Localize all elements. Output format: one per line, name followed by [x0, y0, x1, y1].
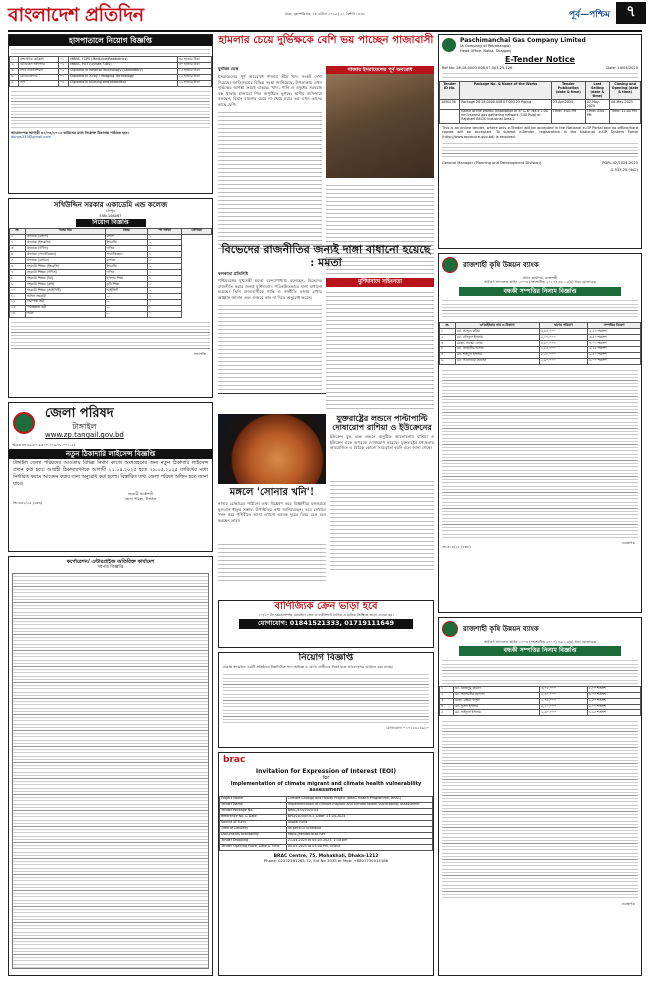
- hospital-table-row-cell: প্রশাসনিক কর্মকর্তা: [18, 57, 58, 63]
- bank2-table-row-cell: মো. আলমগীর হোসেন: [453, 692, 540, 698]
- college-table-row-cell: ১: [148, 246, 182, 252]
- bank2-table-row-cell: মোছা. রহিমা খাতুন: [453, 698, 540, 704]
- bank1-table-header: ঋণের পরিমাণ: [539, 323, 588, 329]
- college-table-row-cell: গণিত: [105, 270, 148, 276]
- hospital-table-row-cell: ২.: [10, 62, 19, 68]
- brac-table-row-cell: Reference No. & Date: [220, 814, 287, 820]
- bank-auction-ad-1: [438, 253, 642, 613]
- college-recruit-ad: [8, 198, 213, 398]
- gaza-dateline: [218, 66, 322, 72]
- gas-table-row-cell: 1090136: [440, 100, 460, 110]
- bank2-name: রাজশাহী কৃষি উন্নয়ন ব্যাংক: [463, 624, 539, 633]
- college-table-row-cell: ১: [10, 234, 26, 240]
- bank2-table-row-cell: মো. নুরুল ইসলাম: [453, 704, 540, 710]
- bank2-table-row-cell: ৩: [440, 698, 454, 704]
- company-recruit-title: নিয়োগ বিজ্ঞপ্তি: [298, 653, 354, 663]
- crane-body: ১০/২০ টন ক্ষমতাসম্পন্ন মোবাইল ক্রেন ও ফর্কলিফট দৈনিক ও মাসিক ভিত্তিতে ভাড়া দেওয়া হয়।: [258, 613, 394, 617]
- bank1-signer: ব্যবস্থাপক: [621, 540, 635, 545]
- college-table-row-cell: ১২: [10, 299, 26, 305]
- hospital-table-row-cell: নার্স: [18, 80, 58, 86]
- hospital-table-row: [10, 80, 212, 86]
- gas-gd: G-533-25 (4x2): [610, 167, 638, 172]
- gas-table-row: [440, 109, 641, 123]
- college-table-row-cell: প্রভাষক (বাংলা): [25, 234, 105, 240]
- london-news: [330, 414, 434, 599]
- brac-table-row-cell: Time of Delivery: [220, 826, 287, 832]
- college-table-row-cell: ১: [148, 288, 182, 294]
- bank2-table-row-cell: ১,৭৫,০০০: [540, 698, 587, 704]
- hospital-table-row-cell: ৩.: [10, 68, 19, 74]
- brac-title: Invitation for Expression of Interest (EOI): [255, 767, 397, 775]
- college-table-row-cell: ১: [148, 276, 182, 282]
- zila-signer: সহকারী প্রকৌশলী: [127, 492, 154, 497]
- bank1-table-row-cell: মো. আব্দুল করিম: [455, 329, 539, 335]
- gas-table-header: Closing and Opening (date & time): [610, 82, 641, 100]
- college-table-row-cell: —: [105, 311, 148, 317]
- gas-table-row-cell: 23-Apr-2025: [551, 100, 585, 110]
- college-table-row: [10, 311, 212, 317]
- crane-ad: [218, 600, 434, 648]
- brac-table-row-cell: Tender Dropping: [220, 838, 287, 844]
- college-table-row-cell: ১: [148, 311, 182, 317]
- brac-table-row-cell: As per EOI Schedule: [286, 826, 432, 832]
- gas-table-row-cell: Time: 12:00 PM: [610, 109, 641, 123]
- hospital-table-row-cell: Diploma in X-ray / Imaging Technology: [69, 74, 177, 80]
- bank2-table-row-cell: ৫.০০ শতাংশ: [587, 686, 640, 692]
- hospital-table-row-cell: ০১: [58, 57, 68, 63]
- mamata-headline: বিভেদের রাজনীতির জন্যই দাঙ্গা বাধানো হয়েছে : মমতা: [221, 243, 431, 269]
- college-table-row-cell: ১১: [10, 294, 26, 300]
- hospital-table-row-cell: ল্যাব টেকনিশিয়ান: [18, 68, 58, 74]
- gas-table-row-cell: Time: 3:00 PM: [551, 109, 585, 123]
- brac-table-row-cell: BPD/2025/EOI-1, Date: 21-04-2025: [286, 814, 432, 820]
- bank2-table-row-cell: ২.৫০ শতাংশ: [587, 698, 640, 704]
- gas-table-row-cell: Package 28.18.0000.008.07.003.25 Piping: [460, 100, 552, 110]
- bank1-table-row-cell: ৫,২০,০০০: [539, 352, 588, 358]
- brac-table-row-cell: Tender Name: [220, 802, 287, 808]
- bank1-table-row-cell: মো. শহিদুল ইসলাম: [455, 352, 539, 358]
- gas-title: E-Tender Notice: [505, 55, 575, 65]
- college-location: চাঁদপুর: [105, 209, 116, 214]
- college-table-row-cell: রসায়ন: [105, 258, 148, 264]
- bank1-table-row-cell: ৫.২০ শতাংশ: [588, 329, 641, 335]
- zila-body: টাঙ্গাইল জেলা পরিষদের আওতায় বিভিন্ন নির্মাণ কাজে অংশগ্রহণের জন্য নতুন ঠিকাদারি লাইসেন্স প্রদান করা হবে। আগ্রহী ঠিকাদারগণকে আগামী ২১.০৪.২০২৫ হতে ২৯.০৫.২০২৫ তারিখের মধ্যে নির্ধারিত ফরমে আবেদন করার জন্য অনুরোধ করা হলো। বিস্তারিত তথ্য জেলা পরিষদ অফিস হতে জানা যাবে।: [13, 461, 208, 488]
- brac-footer: BRAC Centre, 75, Mohakhali, Dhaka-1212: [273, 853, 379, 859]
- brac-table-row-cell: 05-05-2025 at 03:00 PM, Online: [286, 844, 432, 850]
- college-table-row-cell: ১০: [10, 288, 26, 294]
- hospital-ad-email[interactable]: dkhqs333@gmail.com: [11, 135, 52, 140]
- bank2-table-row-cell: ৪: [440, 704, 454, 710]
- gas-table-row-cell: 08-May-2025: [610, 100, 641, 110]
- brac-for: for: [322, 774, 330, 781]
- college-table-header: পদের নাম: [25, 228, 105, 234]
- london-headline: যুক্তরাষ্ট্রের লন্ডনে পাল্টাপাল্টি দোষারোপ রাশিয়া ও ইউক্রেনের: [332, 413, 432, 433]
- brac-table-row-cell: Source of Fund: [220, 820, 287, 826]
- college-signature: সভাপতি: [193, 351, 206, 356]
- bank1-table-row-cell: ২: [440, 335, 456, 341]
- college-table-row-cell: ১: [148, 234, 182, 240]
- college-table-row-cell: সহকারী শিক্ষক (কৃষি): [25, 282, 105, 288]
- college-table-row-cell: অফিস সহকারী: [25, 294, 105, 300]
- college-table-row-cell: ইংরেজি: [105, 240, 148, 246]
- bank1-table-row-cell: মোছা. সালমা বেগম: [455, 341, 539, 347]
- brac-eoi-ad: [218, 752, 434, 976]
- college-table-row-cell: ইসলাম শিক্ষা: [105, 276, 148, 282]
- crane-phone[interactable]: যোগাযোগ: 01841521333, 01719111649: [239, 619, 413, 629]
- company-recruit-ad: [218, 652, 434, 748]
- bank1-table-row-cell: ৩.৫০ শতাংশ: [588, 335, 641, 341]
- bank2-table-row: [440, 710, 641, 716]
- college-table-row-cell: ৫: [10, 258, 26, 264]
- college-table-row-cell: নিরাপত্তা কর্মী: [25, 299, 105, 305]
- college-table-row-cell: ৭: [10, 270, 26, 276]
- hospital-table-row-cell: ১৫ হাজার টাকা: [177, 68, 211, 74]
- gas-ref: Ref No: 28.18.0000.008.07.003.25-126: [442, 65, 513, 70]
- college-table-header: ক্র.: [10, 228, 26, 234]
- masthead-rule: [8, 30, 642, 32]
- brac-table-row: [220, 844, 433, 850]
- gas-table-row-cell: [440, 109, 460, 123]
- zila-name: জেলা পরিষদ: [45, 406, 114, 421]
- college-table-row-cell: প্রভাষক (গণিত): [25, 246, 105, 252]
- bank1-table-row-cell: ৫: [440, 352, 456, 358]
- mamata-body-text: পশ্চিমবঙ্গের মুখ্যমন্ত্রী মমতা বন্দ্যোপাধ্যায় বলেছেন, বিভেদের রাজনীতি করার জন্যই মুর্শিদাবাদে পরিকল্পিতভাবে দাঙ্গা বাধানো হয়েছে। তিনি রাজ্যবাসীকে শান্তি ও সম্প্রীতি বজায় রাখার আহ্বান জানান এবং গুজবে কান না দিতে অনুরোধ করেন।: [218, 278, 322, 300]
- bank2-logo-icon: [442, 621, 458, 637]
- gaza-body-text: ইসরায়েলের পূর্ণ অবরোধে গাজায় তীব্র খাদ্য সংকট দেখা দিয়েছে। জাতিসংঘের বিভিন্ন সংস্থা জানিয়েছে, উপত্যকায় এখন দুর্ভিক্ষের আশঙ্কা ক্রমেই বাড়ছে। খাদ্য, পানি ও ওষুধের সরবরাহ বন্ধ থাকায় হাজারো শিশু অপুষ্টিতে ভুগছে। স্থানীয় বাসিন্দারা বলছেন, বিমান হামলার চেয়ে না খেয়ে মরার ভয় এখন তাদের কাছে বেশি।: [218, 74, 322, 107]
- mamata-body-col1: [218, 278, 322, 408]
- bank1-table-row-cell: ৬: [440, 358, 456, 364]
- company-recruit-details: [223, 672, 429, 724]
- college-table-row-cell: ১৩: [10, 305, 26, 311]
- gaza-photo-caption: গাজায় ইসরায়েলের পূর্ণ অবরোধ: [326, 66, 434, 74]
- brac-table-row-cell: Implementation of climate migrant and climate health vulnerability assessment: [286, 802, 432, 808]
- brac-table-row-cell: Tender Opening Place, Date & Time: [220, 844, 287, 850]
- college-table-row-cell: ১: [148, 252, 182, 258]
- corp-tender-title: কর্পোরেশন/ এন্টারপ্রাইজ অতিরিক্ত কার্যাদেশ: [66, 559, 155, 565]
- gas-table-header: Package No. & Name of the Works: [460, 82, 552, 100]
- corp-tender-table: [12, 573, 209, 969]
- college-table-row-cell: সহকারী শিক্ষক (গণিত): [25, 270, 105, 276]
- mars-body: নাসার রোভারের পাঠানো তথ্য বিশ্লেষণ করে বিজ্ঞানীরা মঙ্গলগ্রহে মূল্যবান ধাতুর সম্ভাব্য উপস্থিতির কথা জানিয়েছেন। তবে সেখানে খনন করে পৃথিবীতে আনা এখনো অনেক দূরের বিষয় বলে মনে করছেন তারা।: [218, 501, 326, 523]
- masthead-logo: [8, 4, 188, 32]
- brac-table-row-cell: Global Fund: [286, 820, 432, 826]
- college-table-row-cell: প্রভাষক (পদার্থবিজ্ঞান): [25, 252, 105, 258]
- college-table-header: বিষয়: [105, 228, 148, 234]
- mars-photo: [218, 414, 326, 484]
- college-table-header: পদ সংখ্যা: [148, 228, 182, 234]
- govt-seal-icon: [13, 412, 35, 434]
- bank1-table-row-cell: ২,৯০,০০০: [539, 358, 588, 364]
- gas-table-row-cell: Name of the Works: Installation of 8" & 6" dia x 2.00 km Interest gas gathering network (140 Psig) at Rajshahi BSCIC Industrial Area-2.: [460, 109, 552, 123]
- gas-table-header: Tender ID No.: [440, 82, 460, 100]
- college-table-row-cell: প্রভাষক (ইংরেজি): [25, 240, 105, 246]
- zila-memo: স্মারক নং-৪৬.৪৭.৯৩০০.০০৬.০৮.০০১.২৫: [12, 442, 76, 447]
- college-table-row-cell: ১: [148, 258, 182, 264]
- bank2-table-row-cell: ১: [440, 686, 454, 692]
- hospital-ad-terms: [11, 89, 210, 129]
- bank1-table-row-cell: মো. আনোয়ার হোসেন: [455, 358, 539, 364]
- date-line: ঢাকা, বৃহস্পতিবার, ২৪ এপ্রিল ২০২৫ | ১১ বৈশাখ ১৪৩২: [285, 12, 365, 16]
- hospital-table-row-cell: ১.: [10, 57, 19, 63]
- mars-body-cont: [218, 541, 326, 583]
- brac-table-row-cell: Documents Availability: [220, 832, 287, 838]
- bank1-table-row-cell: ২.২৫ শতাংশ: [588, 346, 641, 352]
- college-table-row-cell: ১: [148, 270, 182, 276]
- bank1-table-row-cell: ৩,৪৫,০০০: [539, 329, 588, 335]
- corporation-tender-ad: [8, 556, 213, 976]
- hospital-table-row-cell: ০১: [58, 74, 68, 80]
- hospital-table-row-cell: Diploma in Nursing and Midwifery: [69, 80, 177, 86]
- zila-ref: জি-৩৩২/২৫ (২x৩): [13, 501, 43, 506]
- zila-district: টাঙ্গাইল: [72, 421, 97, 431]
- college-ad-table: [9, 228, 212, 318]
- gas-notes-cont: [442, 141, 638, 159]
- bank1-law: অর্থঋণ আদালত আইন ২০০৩ (সংশোধিত ২০১০) এর ১২(৩) ধারা মোতাবেক: [483, 280, 597, 285]
- brac-table-row-cell: 21-04-2025 to 05-05-2025, 2:30 pm: [286, 838, 432, 844]
- hospital-table-row-cell: MBBS, FCPS (Medicine/Paediatrics): [69, 57, 177, 63]
- college-table-row-cell: —: [105, 299, 148, 305]
- company-recruit-body: ঢাকাস্থ স্বনামধন্য একটি প্রতিষ্ঠানে নিম্নলিখিত পদে অভিজ্ঞ ও যোগ্য প্রার্থীদের নিকট হতে আবেদনপত্র আহ্বান করা যাচ্ছে।: [223, 664, 394, 669]
- bank2-signer: ব্যবস্থাপক: [621, 902, 635, 907]
- college-table-row-cell: ৮: [10, 276, 26, 282]
- gas-ref-code: PGPL-42/2024-2025: [602, 161, 638, 166]
- bank2-table-row-cell: ৫: [440, 710, 454, 716]
- bank2-table-row-cell: ৬.০০ শতাংশ: [587, 704, 640, 710]
- mamata-news: [218, 244, 434, 414]
- bank1-table-row-cell: ৩: [440, 341, 456, 347]
- bank1-table-row: [440, 358, 641, 364]
- hospital-table-row-cell: ৩০ হাজার টাকা: [177, 62, 211, 68]
- college-table-header: যোগ্যতা: [182, 228, 212, 234]
- corp-tender-sub: দরপত্র বিজ্ঞপ্তি: [97, 565, 124, 570]
- crane-headline: বাণিজ্যিক ক্রেন ভাড়া হবে: [274, 601, 378, 612]
- bank1-table-row-cell: মো. রফিকুল ইসলাম: [455, 335, 539, 341]
- hospital-ad-table: [9, 56, 212, 87]
- bank1-table: [439, 322, 641, 365]
- hospital-table-row-cell: ১২ হাজার টাকা: [177, 80, 211, 86]
- college-table-row-cell: ১: [148, 264, 182, 270]
- bank2-law: অর্থঋণ আদালত আইন ২০০৩ (সংশোধিত ২০১০) এর ১২(৩) ধারা মোতাবেক: [483, 640, 597, 644]
- gas-logo-icon: [442, 38, 456, 52]
- college-table-row-cell: ৬: [10, 264, 26, 270]
- brac-table: [219, 796, 433, 851]
- college-name: সখিউদ্দিন সরকার একাডেমি এন্ড কলেজ: [53, 201, 168, 209]
- gas-table-header: Tender Publication (date & time): [551, 82, 585, 100]
- college-table-row-cell: ১: [148, 299, 182, 305]
- bank-logo-icon: [442, 257, 458, 273]
- bank1-name: রাজশাহী কৃষি উন্নয়ন ব্যাংক: [463, 260, 539, 269]
- section-label: পূর্ব—পশ্চিম: [569, 10, 610, 20]
- college-table-row-cell: কৃষি শিক্ষা: [105, 282, 148, 288]
- hospital-table-row-cell: ১৫ হাজার টাকা: [177, 74, 211, 80]
- brac-table-row-cell: Climate Change and Health Project (BRAC Health Programme, BRAC): [286, 796, 432, 802]
- bank1-ref: নং-৩১৪/২৫ (৪x৪): [442, 545, 471, 550]
- bank2-conditions: [442, 719, 638, 899]
- gas-table: [439, 81, 641, 124]
- bank2-intro: [442, 658, 638, 684]
- college-ad-terms: [11, 320, 210, 350]
- bank1-table-row-cell: ১,৮৫,০০০: [539, 346, 588, 352]
- gas-signer: General Manager (Planning and Development Division): [442, 161, 542, 166]
- hospital-table-row-cell: রেডিওগ্রাফার: [18, 74, 58, 80]
- bank1-banner: বন্ধকী সম্পত্তির নিলাম বিজ্ঞপ্তি: [459, 287, 621, 296]
- bank-auction-ad-2: [438, 617, 642, 976]
- college-table-row-cell: ১: [148, 240, 182, 246]
- bank2-table-row-cell: ৪,১০,০০০: [540, 704, 587, 710]
- mamata-dateline: কলকাতা প্রতিনিধি: [218, 271, 249, 277]
- college-table-row-cell: ২: [10, 240, 26, 246]
- college-table-row-cell: পরিচ্ছন্নতা কর্মী: [25, 305, 105, 311]
- college-table-row-cell: বাংলা: [105, 234, 148, 240]
- college-table-row-cell: ইংরেজি: [105, 264, 148, 270]
- college-table-row-cell: আইসিটি: [105, 288, 148, 294]
- gas-parent: (A Company of Petrobangla): [460, 44, 511, 49]
- hospital-table-row-cell: ০৪: [58, 80, 68, 86]
- brac-footer2: Phone: 02222281265-72, Ext No 3033 or Mob: +8801730014186: [263, 857, 389, 863]
- hospital-table-row-cell: ৫.: [10, 80, 19, 86]
- college-table-row-cell: সহকারী শিক্ষক (আইসিটি): [25, 288, 105, 294]
- london-body-cont: [330, 478, 434, 573]
- bank1-table-header: ক্র.: [440, 323, 456, 329]
- mars-news: [218, 414, 326, 599]
- bank1-table-row-cell: ১: [440, 329, 456, 335]
- college-table-row-cell: গণিত: [105, 246, 148, 252]
- bank1-intro: [442, 298, 638, 320]
- gaza-child-photo: [326, 66, 434, 178]
- gas-table-row-cell: Time: 4:00 PM: [585, 109, 609, 123]
- hospital-table-row-cell: ৪.: [10, 74, 19, 80]
- bank2-table-row-cell: মো. মিজানুর রহমান: [453, 686, 540, 692]
- hospital-table-row-cell: ০২: [58, 62, 68, 68]
- gas-etender-ad: [438, 34, 642, 249]
- bank2-banner: বন্ধকী সম্পত্তির নিলাম বিজ্ঞপ্তি: [459, 646, 621, 655]
- college-table-row-cell: প্রভাষক (রসায়ন): [25, 258, 105, 264]
- brac-table-row-cell: Tender Package No.: [220, 808, 287, 814]
- hospital-table-row-cell: ০২: [58, 68, 68, 74]
- bank1-table-header: ঋণগ্রহীতার নাম ও ঠিকানা: [455, 323, 539, 329]
- bank2-table-row-cell: ৩,০৫,০০০: [540, 686, 587, 692]
- gas-address: Head Office, Nalka, Sirajganj: [460, 48, 512, 53]
- bank1-table-row-cell: ৪,৬০,০০০: [539, 341, 588, 347]
- mamata-sidebar-tag: মুর্শিদাবাদে সহিংসতা: [326, 278, 434, 287]
- college-table-row-cell: ৪: [10, 252, 26, 258]
- mars-headline: মঙ্গলে 'সোনার খনি'!: [229, 487, 315, 498]
- college-code: EIIN-108067: [99, 213, 122, 218]
- bank1-table-row-cell: ৭.০০ শতাংশ: [588, 341, 641, 347]
- hospital-ad-title: হাসপাতালে নিয়োগ বিজ্ঞপ্তি: [9, 35, 212, 46]
- brac-table-row-cell: BRAC/EOI/2025-04: [286, 808, 432, 814]
- bank1-table-header: সম্পত্তির বিবরণ: [588, 323, 641, 329]
- college-table-row-cell: সহকারী শিক্ষক (ধর্ম): [25, 276, 105, 282]
- bank1-conditions: [442, 368, 638, 538]
- bank1-office: প্রধান কার্যালয়, রাজশাহী: [522, 276, 558, 280]
- zila-parishad-ad: [8, 402, 213, 552]
- paper-name: বাংলাদেশ প্রতিদিন: [8, 4, 144, 26]
- college-ad-title: নিয়োগ বিজ্ঞপ্তি: [76, 219, 146, 226]
- hospital-recruit-ad: [8, 34, 213, 194]
- london-body: ইউক্রেন যুদ্ধ বন্ধে লন্ডনে অনুষ্ঠিত আলোচনায় রাশিয়া ও ইউক্রেন একে অপরকে দোষারোপ করেছে। যুক্তরাষ্ট্রের মধ্যস্থতায় আয়োজিত এ বৈঠকে কোনো সমঝোতা হয়নি বলে জানা গেছে।: [330, 434, 434, 451]
- brac-table-row-cell: Project Name: [220, 796, 287, 802]
- zila-website[interactable]: www.zp.tangail.gov.bd: [45, 431, 124, 440]
- brac-table-row-cell: https://tender.brac.net: [286, 832, 432, 838]
- college-table-row-cell: —: [105, 294, 148, 300]
- college-table-row-cell: ১: [148, 294, 182, 300]
- college-table-row-cell: ১: [148, 305, 182, 311]
- hospital-table-row-cell: Diploma in Medical Technology (Laboratory): [69, 68, 177, 74]
- college-table-row-cell: সহকারী শিক্ষক (ইংরেজি): [25, 264, 105, 270]
- bank2-table-row-cell: মো. সাইফুল ইসলাম: [453, 710, 540, 716]
- college-table-row-cell: পদার্থবিজ্ঞান: [105, 252, 148, 258]
- bank2-table: [439, 686, 641, 717]
- bank2-table-row-cell: ২,৬০,০০০: [540, 710, 587, 716]
- hospital-table-row-cell: মেডিকেল অফিসার: [18, 62, 58, 68]
- college-table-row-cell: —: [105, 305, 148, 311]
- hospital-ad-footer: আবেদনপত্র আগামী ৩০/০৪/২০২৫ তারিখের মধ্যে নিম্নোক্ত ঠিকানায় পাঠাতে হবে।: [11, 130, 129, 135]
- hospital-ad-intro: [9, 46, 212, 56]
- gas-notes: This is an online tender, where only e-Tender will be accepted in the National e-GP Portal and no offline/hard copies will be accepted. To submit e-Tender, registration in the National e-GP System Portal (http://www.eprocure.gov.bd) is required.: [442, 125, 638, 139]
- brac-logo: brac: [223, 755, 246, 765]
- bank1-table-row-cell: ৪: [440, 346, 456, 352]
- hospital-table-row-cell: MBBS, PGT (Gynae, OBS): [69, 62, 177, 68]
- college-table-row-cell: ১: [148, 282, 182, 288]
- page-number: ৭: [616, 2, 646, 24]
- gas-table-row-cell: 07-May-2025: [585, 100, 609, 110]
- bank1-table-row-cell: ৪.০০ শতাংশ: [588, 358, 641, 364]
- bank2-table-row-cell: ২,৪০,০০০: [540, 692, 587, 698]
- zila-banner: নতুন ঠিকাদারি লাইসেন্স বিজ্ঞপ্তি: [9, 449, 212, 459]
- gaza-reporter: যুগান্তর ডেস্ক: [218, 66, 239, 71]
- bank1-table-row-cell: মো. জাহাঙ্গীর আলম: [455, 346, 539, 352]
- bank2-table-row-cell: ৪.২৫ শতাংশ: [587, 710, 640, 716]
- college-table-row-cell: আয়া: [25, 311, 105, 317]
- zila-signer-org: জেলা পরিষদ, টাঙ্গাইল: [124, 496, 157, 501]
- gaza-headline: হামলার চেয়ে দুর্ভিক্ষকে বেশি ভয় পাচ্ছেন গাজাবাসী: [218, 34, 434, 46]
- company-recruit-contact: যোগাযোগ: ০১৭১৫৬২৪৯৮০: [386, 726, 429, 731]
- gas-table-header: Last Selling (date & time): [585, 82, 609, 100]
- gas-table-row: [440, 100, 641, 110]
- gas-date: Date: 16/04/2025: [606, 65, 638, 70]
- bank1-table-row-cell: ৯.৫০ শতাংশ: [588, 352, 641, 358]
- gas-company-name: Paschimanchal Gas Company Limited: [460, 37, 586, 44]
- bank2-table-row-cell: ২: [440, 692, 454, 698]
- bank1-table-row-cell: ২,১০,০০০: [539, 335, 588, 341]
- college-table-row-cell: ৯: [10, 282, 26, 288]
- brac-subtitle: Implementation of climate migrant and climate health vulnerability assessment: [230, 780, 422, 793]
- gas-intro: [442, 71, 638, 79]
- hospital-table-row-cell: ৩৫ হাজার টাকা: [177, 57, 211, 63]
- bank2-table-row-cell: ৩.০০ শতাংশ: [587, 692, 640, 698]
- mamata-body-col2: [326, 278, 434, 408]
- college-table-row-cell: ৩: [10, 246, 26, 252]
- college-table-row-cell: ১৪: [10, 311, 26, 317]
